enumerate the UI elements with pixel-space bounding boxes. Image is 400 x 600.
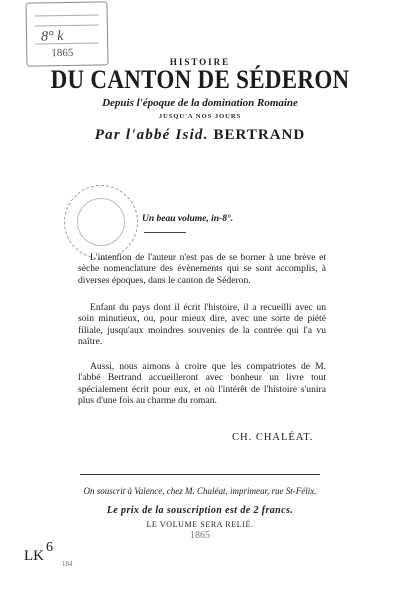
stamp-classmark: 8° k (40, 29, 64, 45)
page-title: DU CANTON DE SÉDERON (50, 65, 350, 94)
paragraph-text: Aussi, nous aimons à croire que les compatriotes de M. l'abbé Bertrand accueilleront avec bonheur un livre tout spécialement écrit pour eux, et où l'intérêt de l'histoire s'unira plus d'une fois au charme du roman. (78, 361, 326, 406)
author-prefix: Par l'abbé Isid. (94, 127, 209, 143)
round-library-stamp (64, 185, 138, 259)
subtitle-jusqua: JUSQU'A NOS JOURS (158, 113, 242, 120)
volume-underline (144, 232, 186, 233)
shelfmark-letters: LK (24, 548, 44, 564)
stamp-year: 1865 (51, 46, 74, 60)
title-histoire: HISTOIRE (169, 57, 231, 67)
shelfmark-number: 6 (46, 540, 53, 555)
divider-top (80, 474, 320, 475)
paragraph-text: Enfant du pays dont il écrit l'histoire, il a recueilli avec un soin minutieux, ou, pour mieux dire, avec une sorte de piété filiale, jusqu'aux moindres souvenirs de la contrée qui l'a vu naître. (78, 302, 326, 347)
paragraph-2 (78, 302, 326, 347)
author-name: BERTRAND (213, 127, 306, 143)
subscription-note: On souscrit à Valence, chez M. Chaléat, imprimeur, rue St-Félix. (83, 486, 317, 496)
paragraph-text: L'intention de l'auteur n'est pas de se borner à une brève et sèche nomenclature des évènements qui se sont accomplis, à diverses époques, dans le canton de Séderon. (78, 252, 326, 286)
shelfmark-sub: 184 (62, 560, 73, 568)
author-line (40, 127, 360, 144)
subtitle: Depuis l'époque de la domination Romaine (102, 97, 298, 109)
volume-note: Un beau volume, in-8°. (142, 214, 234, 224)
publication-year: 1865 (190, 530, 210, 541)
paragraph-1 (78, 252, 326, 286)
price-note: Le prix de la souscription est de 2 francs. (106, 505, 294, 516)
shelfmark (24, 540, 73, 568)
paragraph-3 (78, 361, 326, 406)
binding-note: LE VOLUME SERA RELIÉ. (146, 520, 254, 529)
signature: CH. CHALÉAT. (232, 432, 314, 443)
